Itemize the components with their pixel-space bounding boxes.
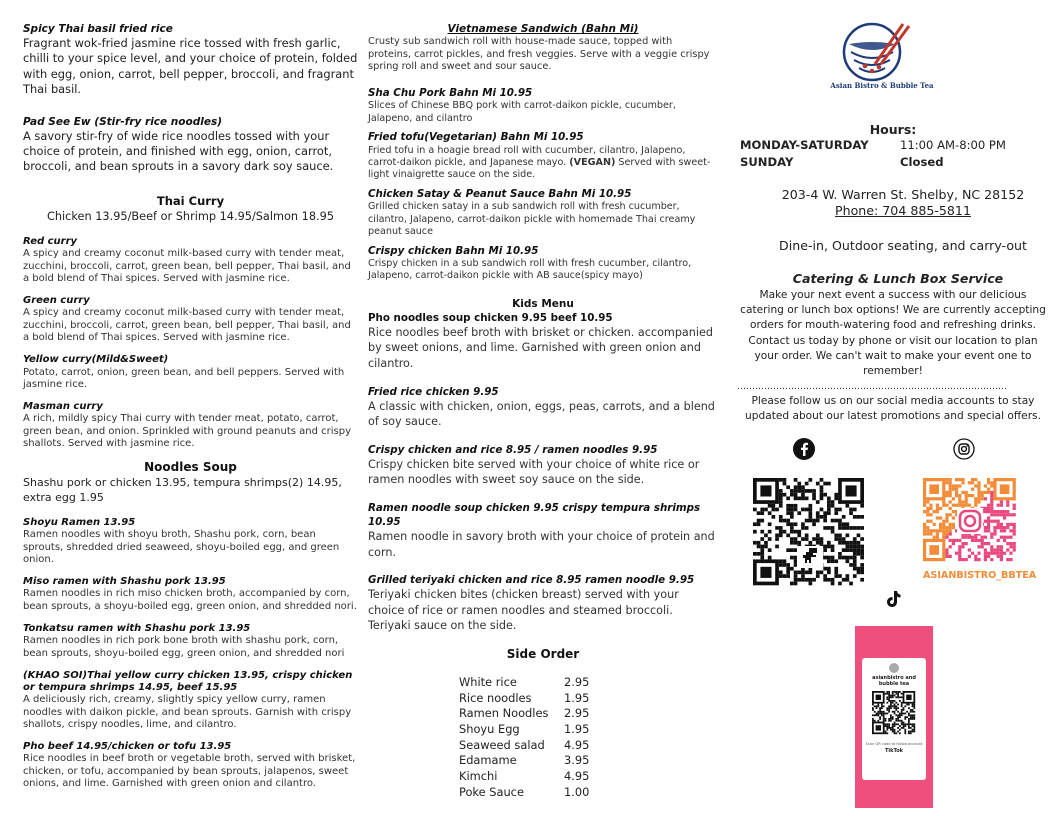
menu-item: [368, 131, 718, 182]
menu-item: [23, 295, 358, 345]
menu-item: [368, 385, 718, 430]
side-item-name: Ramen Noodles: [459, 706, 549, 721]
item-title: Pho beef 14.95/chicken or tofu 13.95: [23, 741, 232, 753]
side-item-name: Kimchi: [459, 769, 498, 784]
item-description-text: Crispy chicken in a sub sandwich roll with fresh cucumber, cilantro, Jalapeno, carrot-daikon pickle with AB sauce(spicy mayo): [368, 258, 692, 282]
side-order-row: [459, 675, 718, 691]
tiktok-account-name: asianbistro and bubble tea: [872, 675, 916, 687]
menu-item: [23, 741, 358, 791]
item-description-text: Ramen noodle in savory broth with your choice of protein and corn.: [368, 530, 715, 559]
menu-item: [23, 517, 358, 567]
item-title: Fried rice chicken 9.95: [368, 385, 499, 398]
hours-row: [740, 137, 1049, 154]
item-description-text: Rice noodles beef broth with brisket or chicken. accompanied by sweet onions, and lime. Garnished with green onion and cilantro.: [368, 325, 713, 371]
facebook-qr-code: [753, 478, 865, 588]
address: 203-4 W. Warren St. Shelby, NC 28152: [781, 187, 1025, 202]
menu-item: [368, 87, 718, 125]
section-title: Side Order: [506, 646, 580, 661]
side-list: [459, 675, 718, 801]
tiktok-icon[interactable]: [885, 590, 901, 612]
menu-item: [368, 573, 718, 634]
side-item-name: Seaweed salad: [459, 737, 545, 752]
item-description-text: A rich, mildly spicy Thai curry with tender meat, potato, carrot, green bean, and onion. Sprinkled with ground peanuts and crispy shallots. Served with jasmine rice.: [23, 413, 352, 450]
side-item-price: 1.00: [564, 784, 590, 799]
item-description-text: Grilled chicken satay in a sub sandwich roll with fresh cucumber, cilantro, Jalapeno, carrot-daikon pickle with homemade Thai creamy peanut sauce: [368, 201, 696, 238]
menu-item: [23, 236, 358, 286]
side-order-row: [459, 769, 718, 785]
section-title: Noodles Soup: [144, 459, 237, 474]
catering-title: Catering & Lunch Box Service: [792, 271, 1004, 286]
menu-item: [368, 501, 718, 560]
tiktok-brand: TikTok: [885, 748, 903, 754]
item-description: [368, 399, 718, 430]
divider-dots: ………………………………………………………………………………: [737, 382, 1007, 393]
side-item-name: Poke Sauce: [459, 784, 524, 799]
item-description-text: Rice noodles in beef broth or vegetable broth, served with brisket, chicken, or tofu, accompanied by bean sprouts, jalapenos, sweet onions, and lime. Garnished with green onion and cilantro.: [23, 753, 356, 790]
menu-item: [23, 22, 358, 98]
item-title: Yellow curry(Mild&Sweet): [23, 354, 169, 366]
tiktok-qr-code: [872, 691, 916, 735]
side-item-name: Shoyu Egg: [459, 722, 520, 737]
item-description: [23, 753, 358, 790]
item-description: [23, 307, 358, 344]
menu-item: [368, 245, 718, 283]
side-item-price: 2.95: [564, 674, 590, 689]
item-description-text: A deliciously rich, creamy, slightly spicy yellow curry, ramen noodles with daikon pickle, and bean sprouts. Garnish with crispy shallots, crispy noodles, lime, and cilantro.: [23, 694, 352, 731]
item-description: [23, 367, 358, 392]
side-item-price: 3.95: [564, 753, 590, 768]
menu-item: [23, 401, 358, 451]
item-title: Green curry: [23, 294, 90, 306]
item-title: Chicken Satay & Peanut Sauce Bahn Mi 10.95: [368, 187, 632, 200]
item-title: Fried tofu(Vegetarian) Bahn Mi 10.95: [368, 131, 584, 144]
facebook-icon[interactable]: [793, 438, 815, 464]
avatar: [889, 663, 899, 673]
item-description-text: Fragrant wok-fried jasmine rice tossed with fresh garlic, chilli to your spice level, and your choice of protein, folded with egg, onion, carrot, bell pepper, broccoli, and fragrant Thai basil.: [23, 36, 358, 97]
left-column: [23, 22, 358, 800]
menu-item: [368, 188, 718, 239]
item-title: Ramen noodle soup chicken 9.95 crispy tempura shrimps 10.95: [368, 502, 701, 528]
brand-logo: [827, 22, 937, 94]
item-description-text: A spicy and creamy coconut milk-based curry with tender meat, zucchini, broccoli, carrot, green bean, bell pepper, Thai basil, and a bold blend of Thai spices. Served with jasmine rice.: [23, 307, 351, 344]
menu-item: [368, 311, 718, 372]
side-order-row: [459, 722, 718, 738]
bahnmi-list: [368, 87, 718, 283]
side-item-price: 1.95: [564, 690, 590, 705]
hours-time: 11:00 AM-8:00 PM: [900, 138, 1006, 152]
side-order-row: [459, 691, 718, 707]
item-title: Masman curry: [23, 400, 103, 412]
item-title: Sha Chu Pork Bahn Mi 10.95: [368, 86, 533, 99]
section-title: Vietnamese Sandwich (Bahn Mi): [447, 23, 639, 35]
item-description-text: Teriyaki chicken bites (chicken breast) served with your choice of rice or ramen noodles and steamed broccoli. Teriyaki sauce on the side.: [368, 588, 679, 633]
item-description-text: A spicy and creamy coconut milk-based curry with tender meat, zucchini, broccoli, carrot, green bean, bell pepper, Thai basil, and a bold blend of Thai spices. Served with jasmine rice.: [23, 248, 351, 285]
item-title: Pho noodles soup chicken 9.95 beef 10.95: [368, 311, 613, 324]
item-description-text: Ramen noodles with shoyu broth, Shashu pork, corn, bean sprouts, shredded dried seaweed, shoyu-boiled egg, and green onion.: [23, 529, 340, 566]
hours-row: [740, 154, 1049, 171]
item-title: Shoyu Ramen 13.95: [23, 516, 136, 528]
side-item-price: 2.95: [564, 706, 590, 721]
menu-item: [23, 354, 358, 391]
menu-item: [23, 115, 358, 175]
side-item-price: 4.95: [564, 737, 590, 752]
side-item-price: 1.95: [564, 722, 590, 737]
side-order-section: [368, 647, 718, 801]
tiktok-card: [855, 626, 933, 808]
menu-item: [368, 443, 718, 488]
side-order-row: [459, 753, 718, 769]
instagram-qr-code: [923, 478, 1037, 588]
catering-text: Make your next event a success with our delicious catering or lunch box options! We are currently accepting orders for mouth-watering food and refreshing drinks.: [740, 289, 1046, 332]
item-description-text: Potato, carrot, onion, green bean, and bell peppers. Served with jasmine rice.: [23, 366, 345, 390]
hours-day: MONDAY-SATURDAY: [740, 138, 869, 152]
item-title: Crispy chicken Bahn Mi 10.95: [368, 244, 539, 257]
item-title: (KHAO SOI)Thai yellow curry chicken 13.95, crispy chicken or tempura shrimps 14.95, beef 15.95: [23, 669, 353, 693]
item-description-text: Fried tofu in a hoagie bread roll with cucumber, cilantro, Jalapeno, carrot-daikon pickle, and Japanese mayo.: [368, 144, 686, 168]
item-description: [368, 457, 718, 488]
item-title: Spicy Thai basil fried rice: [23, 23, 173, 35]
menu-item: [23, 623, 358, 660]
featured-items: [23, 22, 358, 175]
item-description-text: Ramen noodles in rich pork bone broth with shashu pork, corn, bean sprouts, shoyu-boiled egg, green onion, and shredded nori: [23, 635, 345, 659]
item-description: [368, 258, 718, 283]
item-title: Crispy chicken and rice 8.95 / ramen noodles 9.95: [368, 443, 658, 456]
item-description: [23, 588, 358, 613]
service-options: Dine-in, Outdoor seating, and carry-out: [779, 238, 1027, 253]
hours-table: [740, 137, 1049, 170]
middle-column: [368, 22, 718, 801]
item-description-text: Served with sweet-light vinaigrette sauce on the side.: [368, 157, 711, 181]
section-intro: Crusty sub sandwich roll with house-made sauce, topped with proteins, carrot pickles, and fresh veggies. Serve with a veggie crispy spring roll and sweet and sour sauce.: [368, 36, 710, 73]
noodles-soup-section: [23, 460, 358, 791]
item-description: [368, 529, 718, 560]
catering-contact: Contact us today by phone or visit our location to plan your order. We can't wait to make your event one to remember!: [748, 334, 1038, 378]
item-description: [368, 145, 718, 182]
item-description: [23, 129, 358, 175]
kids-menu-section: [368, 298, 718, 634]
item-description: [368, 201, 718, 238]
bubble-tea-logo-icon: [827, 22, 937, 90]
instagram-handle: ASIANBISTRO_BBTEA: [923, 570, 1037, 581]
side-item-name: Rice noodles: [459, 690, 532, 705]
item-title: Tonkatsu ramen with Shashu pork 13.95: [23, 622, 251, 634]
hours-time: Closed: [900, 154, 944, 169]
item-description-text: A classic with chicken, onion, eggs, peas, carrots, and a blend of soy sauce.: [368, 399, 715, 429]
item-description: [368, 325, 718, 372]
item-description: [23, 694, 358, 731]
side-order-row: [459, 785, 718, 801]
item-description: [23, 635, 358, 660]
side-item-name: Edamame: [459, 753, 517, 768]
side-item-name: White rice: [459, 674, 517, 689]
side-order-row: [459, 738, 718, 754]
item-description: [23, 36, 358, 98]
item-description: [23, 529, 358, 566]
item-title: Miso ramen with Shashu pork 13.95: [23, 576, 226, 588]
instagram-icon[interactable]: [953, 438, 975, 464]
section-title: Thai Curry: [156, 193, 225, 208]
item-description: [23, 248, 358, 285]
curry-list: [23, 236, 358, 451]
thai-curry-section: [23, 194, 358, 451]
logo-text: Asian Bistro & Bubble Tea: [830, 81, 934, 90]
tiktok-scan-text: Scan QR code to follow account: [865, 742, 923, 746]
item-description: [368, 587, 718, 634]
tiktok-qr-panel: [862, 658, 926, 780]
item-description: [368, 100, 718, 125]
noodle-list: [23, 517, 358, 791]
side-item-price: 4.95: [564, 769, 590, 784]
item-description-text: Crispy chicken bite served with your choice of white rice or ramen noodles with sweet soy sauce on the side.: [368, 457, 700, 487]
hours-title: Hours:: [869, 122, 917, 137]
phone-link[interactable]: Phone: 704 885-5811: [835, 203, 971, 218]
side-order-row: [459, 706, 718, 722]
item-description-text: Slices of Chinese BBQ pork with carrot-daikon pickle, cucumber, Jalapeno, and cilantro: [368, 100, 676, 124]
section-prices: Chicken 13.95/Beef or Shrimp 14.95/Salmon 18.95: [46, 209, 335, 223]
right-column: [737, 22, 1049, 754]
item-description: [23, 413, 358, 450]
vegan-badge: (VEGAN): [569, 157, 616, 168]
section-prices: Shashu pork or chicken 13.95, tempura shrimps(2) 14.95, extra egg 1.95: [23, 475, 342, 504]
kids-list: [368, 311, 718, 634]
menu-item: [23, 576, 358, 613]
item-title: Red curry: [23, 235, 78, 247]
item-description-text: Ramen noodles in rich miso chicken broth, accompanied by corn, bean sprouts, a shoyu-boiled egg, green onion, and shredded nori.: [23, 588, 357, 612]
menu-item: [23, 670, 358, 732]
hours-day: SUNDAY: [740, 154, 794, 169]
item-title: Grilled teriyaki chicken and rice 8.95 ramen noodle 9.95: [368, 574, 695, 587]
item-title: Pad See Ew (Stir-fry rice noodles): [23, 115, 222, 128]
social-text: Please follow us on our social media accounts to stay updated about our latest promotions and special offers.: [745, 395, 1041, 423]
item-description-text: A savory stir-fry of wide rice noodles tossed with your choice of protein, and finished with egg, onion, carrot, broccoli, and bean sprouts in a savory dark soy sauce.: [23, 128, 334, 174]
section-title: Kids Menu: [512, 297, 574, 310]
